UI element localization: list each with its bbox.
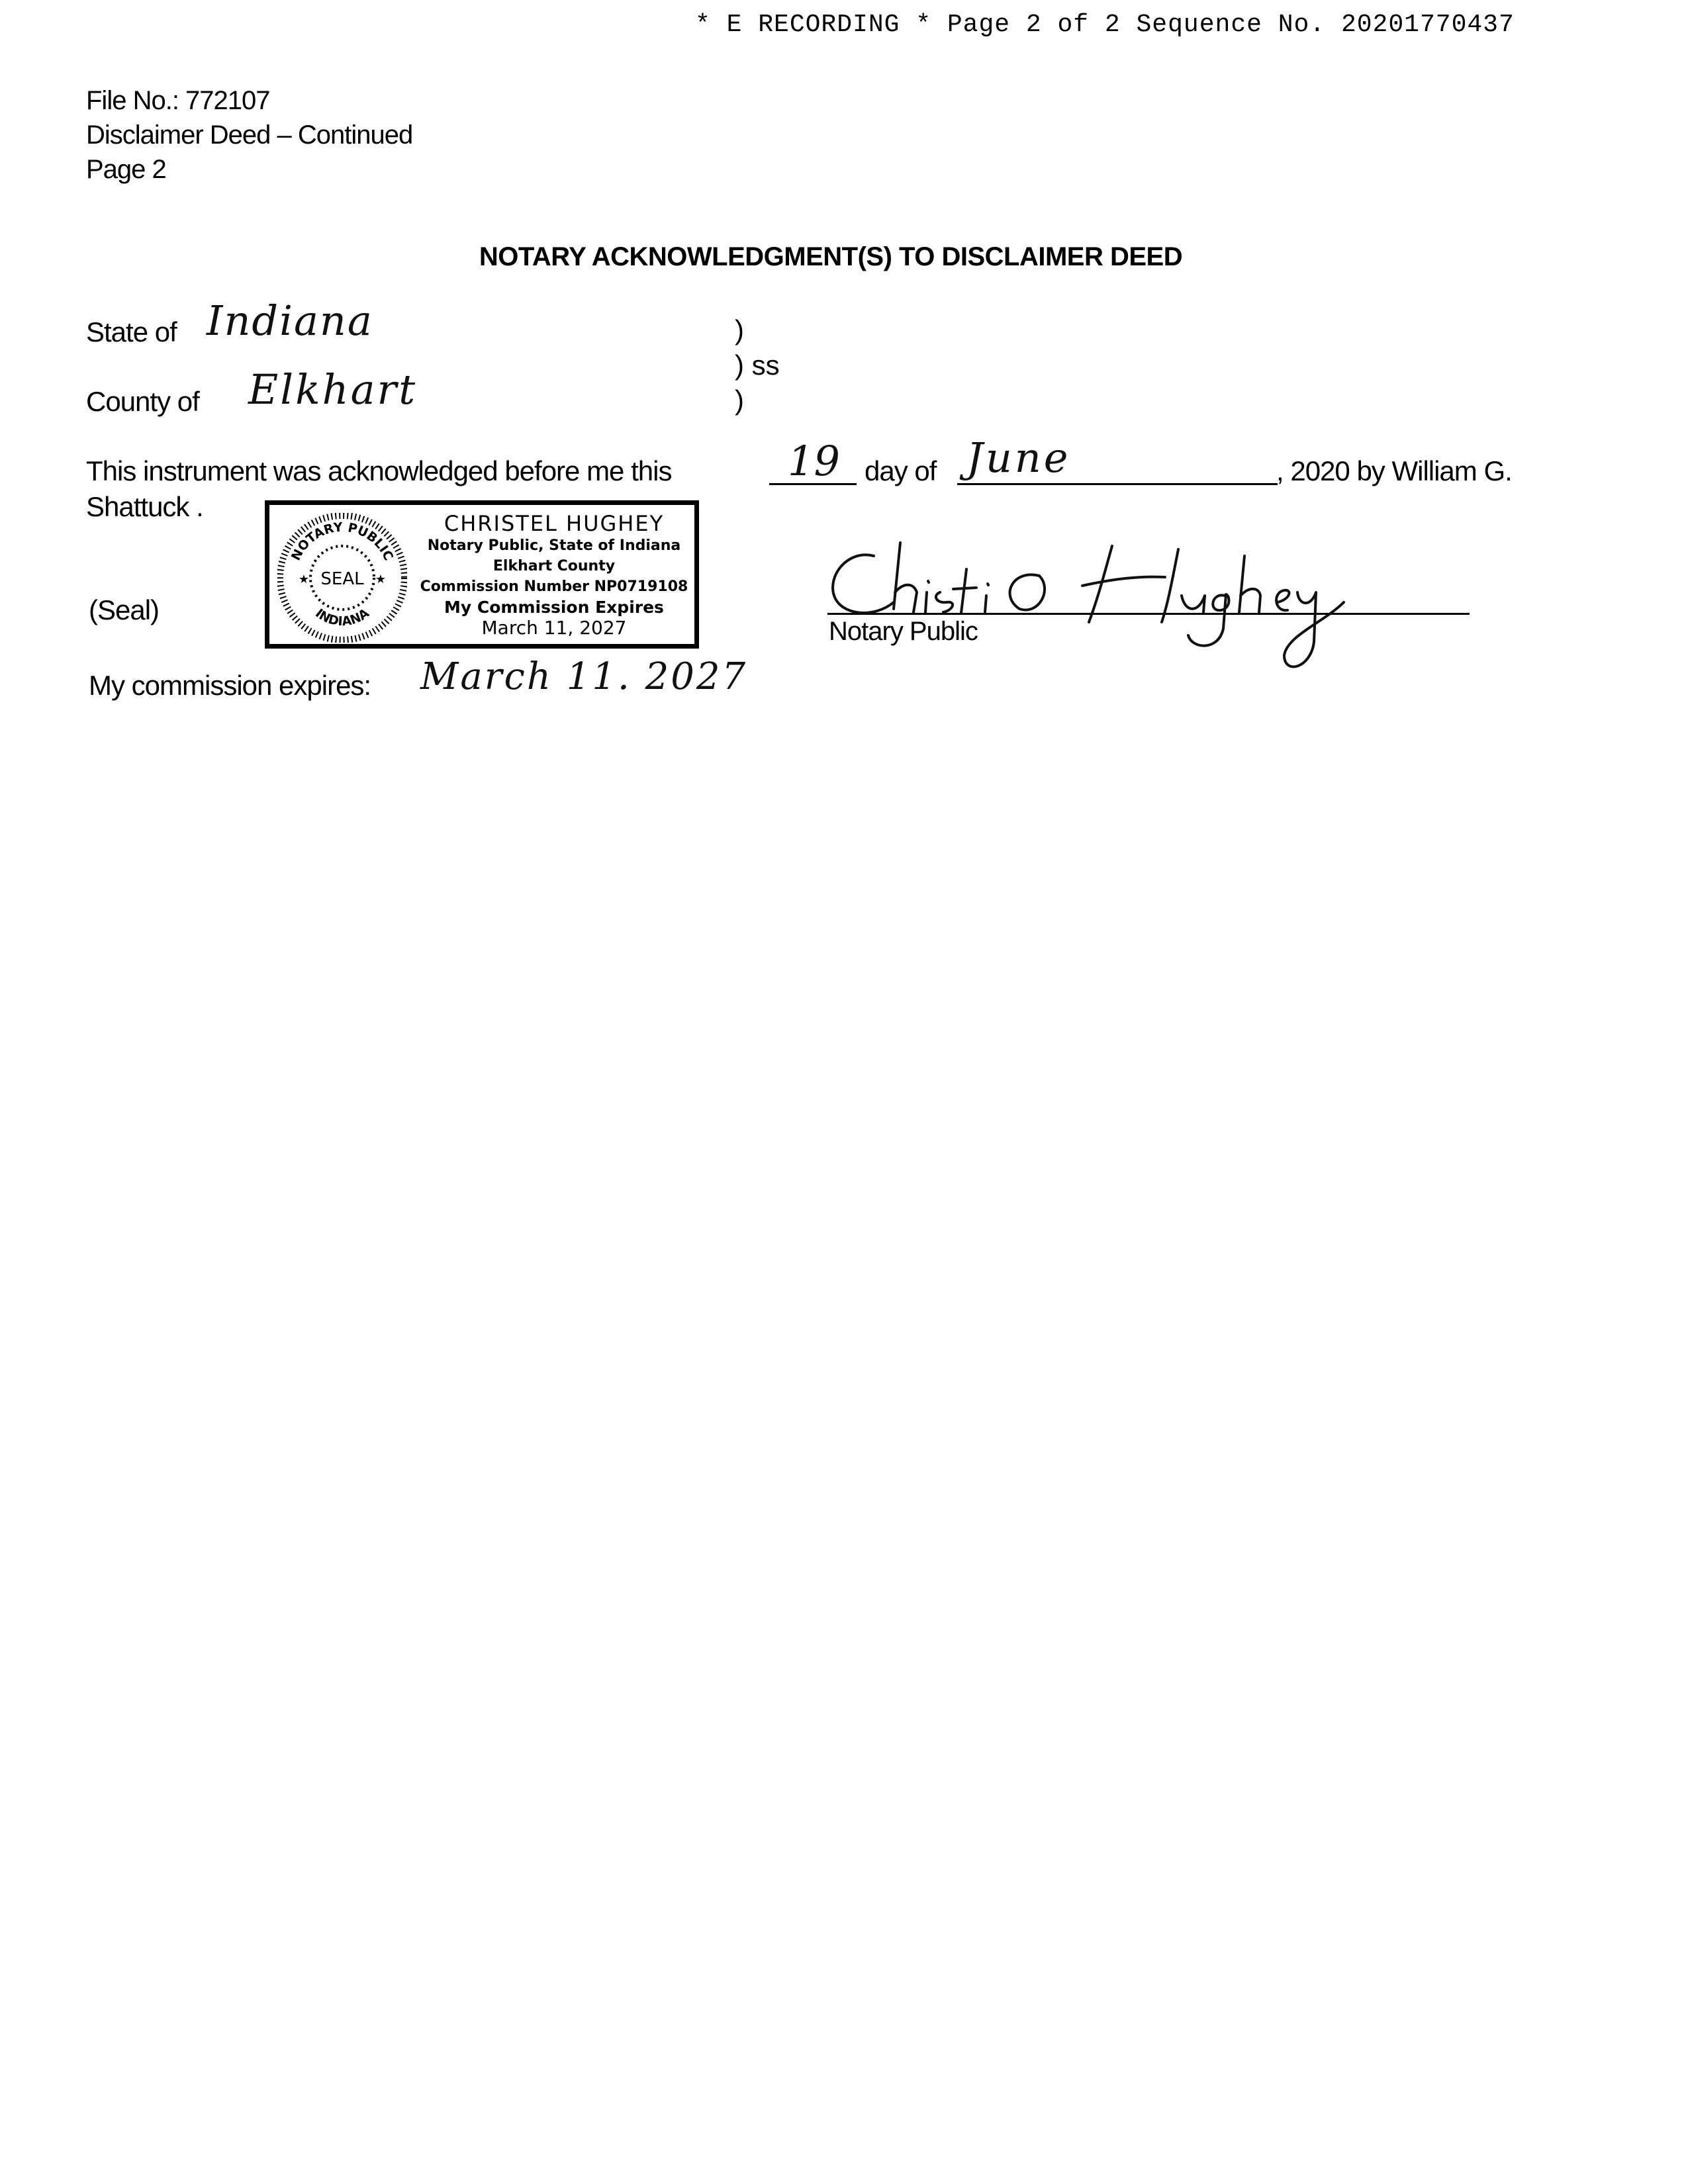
svg-text:NOTARY PUBLIC — [289, 520, 396, 563]
file-info-block — [86, 83, 412, 187]
ack-line2: Shattuck . — [86, 491, 203, 522]
handwritten-signature — [821, 529, 1364, 688]
venue-paren-3: ) — [735, 385, 744, 416]
seal-circle-top-text: NOTARY PUBLIC — [288, 520, 397, 563]
notary-seal-stamp — [265, 500, 699, 649]
seal-line-3: Commission Number NP0719108 — [420, 578, 688, 595]
document-title: NOTARY ACKNOWLEDGMENT(S) TO DISCLAIMER DEED — [479, 242, 1183, 271]
seal-line-4: My Commission Expires — [444, 598, 664, 617]
star-icon: ★ — [298, 572, 310, 586]
seal-circle-bottom-text: INDIANA — [312, 606, 372, 629]
seal-line-5: March 11, 2027 — [481, 617, 627, 639]
ack-suffix: , 2020 by William G. — [1276, 455, 1512, 486]
ack-day-of: day of — [865, 455, 937, 486]
svg-text:INDIANA — [312, 606, 372, 629]
ack-prefix: This instrument was acknowledged before me this — [86, 455, 672, 486]
seal-notary-name: CHRISTEL HUGHEY — [444, 511, 665, 536]
seal-circle-center-text: SEAL — [320, 569, 364, 589]
commission-handwritten: March 11. 2027 — [420, 655, 748, 698]
venue-paren-1: ) — [735, 314, 744, 345]
seal-label: (Seal) — [89, 594, 160, 625]
county-label: County of — [86, 386, 199, 417]
signature-title: Notary Public — [829, 617, 978, 646]
page-number: Page 2 — [86, 155, 166, 184]
recording-header: * E RECORDING * Page 2 of 2 Sequence No. 20201770437 — [695, 11, 1515, 39]
month-line — [957, 483, 1278, 485]
month-handwritten: June — [966, 433, 1071, 482]
seal-line-1: Notary Public, State of Indiana — [427, 537, 681, 554]
state-handwritten: Indiana — [207, 296, 373, 345]
county-handwritten: Elkhart — [248, 365, 418, 414]
state-label: State of — [86, 316, 177, 347]
day-handwritten: 19 — [788, 437, 840, 485]
notary-circle-seal-icon — [277, 513, 407, 643]
venue-ss: ) ss — [735, 349, 780, 381]
star-icon: ★ — [375, 572, 387, 586]
deed-title: Disclaimer Deed – Continued — [86, 120, 413, 150]
seal-text-lines — [408, 512, 700, 638]
seal-line-2: Elkhart County — [492, 558, 616, 574]
file-number: File No.: 772107 — [86, 86, 270, 115]
commission-label: My commission expires: — [89, 670, 371, 701]
